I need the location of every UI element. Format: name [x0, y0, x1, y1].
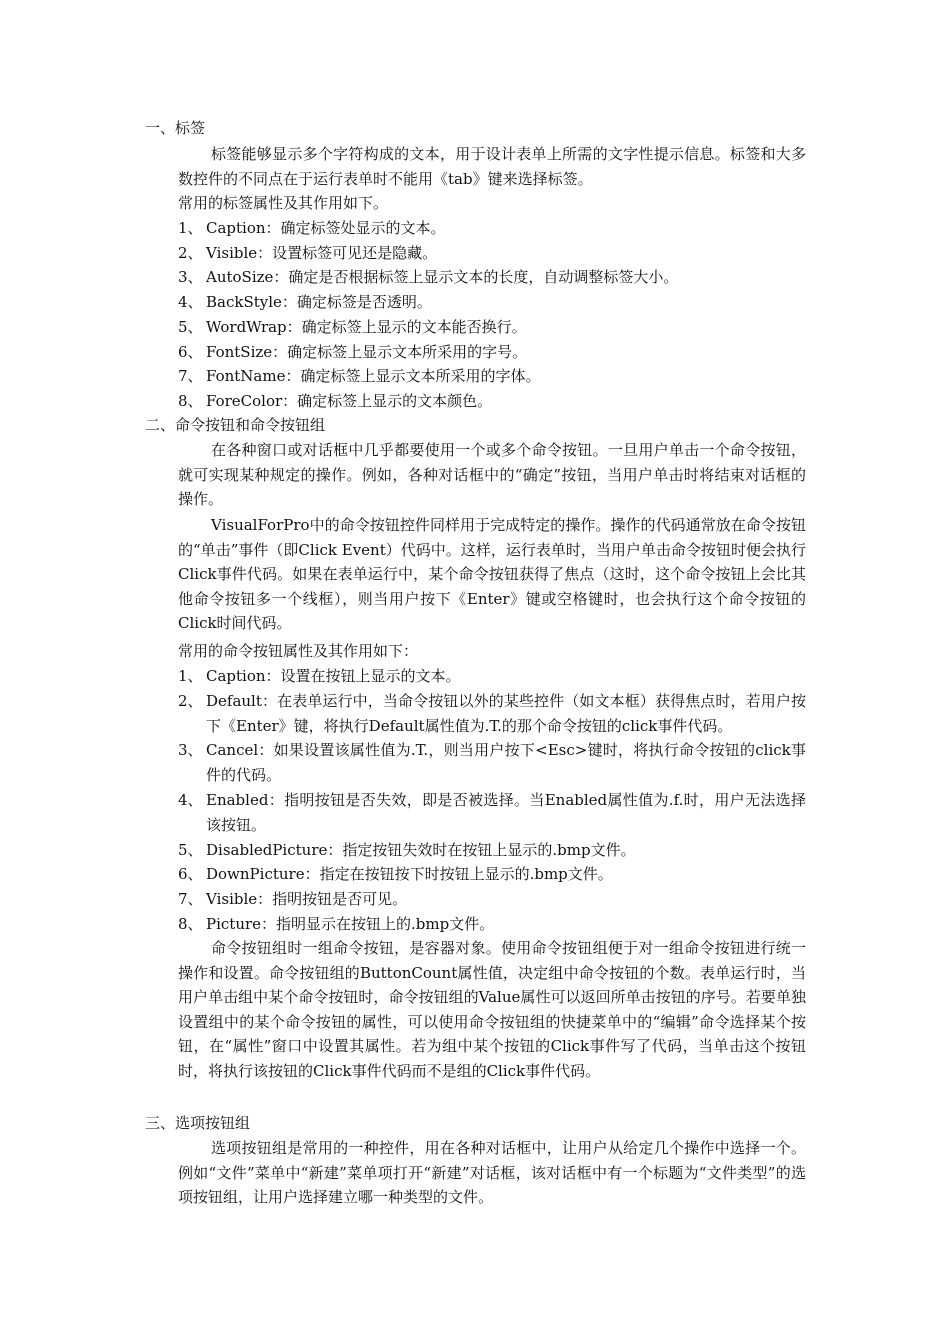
- list-item: [178, 265, 806, 290]
- list-item-text: WordWrap：确定标签上显示的文本能否换行。: [206, 318, 527, 336]
- list-title-labels: 常用的标签属性及其作用如下。: [178, 194, 389, 212]
- list-item-number: 1、: [178, 667, 203, 685]
- list-item: [178, 340, 806, 365]
- list-item: [178, 862, 806, 887]
- list-item-number: 5、: [178, 318, 203, 336]
- list-item-number: 3、: [178, 268, 203, 286]
- list-item: [178, 788, 806, 837]
- list-item-text: DownPicture：指定在按钮按下时按钮上显示的.bmp文件。: [206, 865, 613, 883]
- list-item: [178, 664, 806, 689]
- list-item: [178, 912, 806, 937]
- list-item-number: 2、: [178, 692, 203, 710]
- list-item: [178, 241, 806, 266]
- list-item: [178, 738, 806, 787]
- paragraph-closing: 命令按钮组时一组命令按钮，是容器对象。使用命令按钮组便于对一组命令按钮进行统一操作和设置。命令按钮组的ButtonCount属性值，决定组中命令按钮的个数。表单运行时，当用户单击组中某个命令按钮时，命令按钮组的Value属性可以返回所单击按钮的序号。若要单独设置组中的某个命令按钮的属性，可以使用命令按钮组的快捷菜单中的“编辑”命令选择某个按钮，在“属性”窗口中设置其属性。若为组中某个按钮的Click事件写了代码，当单击这个按钮时，将执行该按钮的Click事件代码而不是组的Click事件代码。: [178, 939, 806, 1080]
- list-item-number: 8、: [178, 392, 203, 410]
- list-item-text: ForeColor：确定标签上显示的文本颜色。: [206, 392, 493, 410]
- list-item: [178, 838, 806, 863]
- section-heading-option-group: 三、选项按钮组: [145, 1114, 251, 1132]
- list-item: [178, 315, 806, 340]
- list-item-text: Caption：设置在按钮上显示的文本。: [206, 667, 461, 685]
- list-item: [178, 216, 806, 241]
- list-item-text: Default：在表单运行中，当命令按钮以外的某些控件（如文本框）获得焦点时，若用户按下《Enter》键，将执行Default属性值为.T.的那个命令按钮的click事件代码。: [206, 692, 806, 735]
- section-heading-command-buttons: 二、命令按钮和命令按钮组: [145, 416, 326, 434]
- list-item-number: 4、: [178, 293, 203, 311]
- list-item-text: Cancel：如果设置该属性值为.T.，则当用户按下<Esc>键时，将执行命令按钮的click事件的代码。: [206, 741, 806, 784]
- list-item-text: Picture：指明显示在按钮上的.bmp文件。: [206, 915, 495, 933]
- list-item: [178, 389, 806, 414]
- section-intro-labels: 标签能够显示多个字符构成的文本，用于设计表单上所需的文字性提示信息。标签和大多数控件的不同点在于运行表单时不能用《tab》键来选择标签。: [178, 145, 806, 188]
- paragraph: VisualForPro中的命令按钮控件同样用于完成特定的操作。操作的代码通常放在命令按钮的“单击”事件（即Click Event）代码中。这样，运行表单时，当用户单击命令按钮时便会执行Click事件代码。如果在表单运行中，某个命令按钮获得了焦点（这时，这个命令按钮上会比其他命令按钮多一个线框），则当用户按下《Enter》键或空格键时，也会执行这个命令按钮的Click时间代码。: [178, 516, 806, 633]
- list-item-number: 2、: [178, 244, 203, 262]
- list-item-text: Enabled：指明按钮是否失效，即是否被选择。当Enabled属性值为.f.时，用户无法选择该按钮。: [206, 791, 806, 834]
- list-item-number: 8、: [178, 915, 203, 933]
- list-item-number: 4、: [178, 791, 203, 809]
- list-title-command-buttons: 常用的命令按钮属性及其作用如下：: [178, 642, 419, 660]
- list-item-number: 7、: [178, 367, 203, 385]
- list-item: [178, 290, 806, 315]
- list-item-number: 1、: [178, 219, 203, 237]
- section-heading-labels: 一、标签: [145, 119, 206, 137]
- list-item-text: AutoSize：确定是否根据标签上显示文本的长度，自动调整标签大小。: [206, 268, 679, 286]
- list-item-text: Caption：确定标签处显示的文本。: [206, 219, 446, 237]
- list-item-text: FontName：确定标签上显示文本所采用的字体。: [206, 367, 541, 385]
- list-item-text: Visible：设置标签可见还是隐藏。: [206, 244, 438, 262]
- list-item-number: 3、: [178, 741, 203, 759]
- list-item: [178, 689, 806, 738]
- list-item: [178, 364, 806, 389]
- list-item-number: 6、: [178, 865, 203, 883]
- list-item: [178, 887, 806, 912]
- list-item-text: BackStyle：确定标签是否透明。: [206, 293, 432, 311]
- list-item-number: 6、: [178, 343, 203, 361]
- list-item-number: 5、: [178, 841, 203, 859]
- list-item-number: 7、: [178, 890, 203, 908]
- section-intro-option-group: 选项按钮组是常用的一种控件，用在各种对话框中，让用户从给定几个操作中选择一个。例如“文件”菜单中“新建”菜单项打开“新建”对话框，该对话框中有一个标题为“文件类型”的选项按钮组，让用户选择建立哪一种类型的文件。: [178, 1139, 806, 1207]
- list-item-text: DisabledPicture：指定按钮失效时在按钮上显示的.bmp文件。: [206, 841, 636, 859]
- paragraph: 在各种窗口或对话框中几乎都要使用一个或多个命令按钮。一旦用户单击一个命令按钮，就可实现某种规定的操作。例如，各种对话框中的“确定”按钮，当用户单击时将结束对话框的操作。: [178, 441, 806, 509]
- list-item-text: FontSize：确定标签上显示文本所采用的字号。: [206, 343, 528, 361]
- list-item-text: Visible：指明按钮是否可见。: [206, 890, 408, 908]
